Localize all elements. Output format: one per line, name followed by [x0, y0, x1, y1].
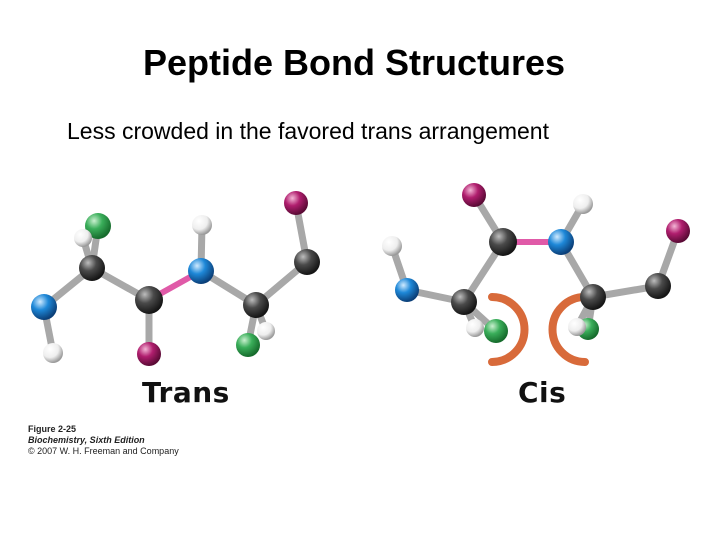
- figure-caption: [28, 424, 179, 457]
- carbon-atom: [451, 289, 477, 315]
- trans-molecule: [31, 191, 320, 366]
- hydrogen-atom: [466, 319, 484, 337]
- oxygen-atom: [666, 219, 690, 243]
- oxygen-atom: [462, 183, 486, 207]
- carbon-atom: [79, 255, 105, 281]
- copyright-notice: © 2007 W. H. Freeman and Company: [28, 446, 179, 456]
- hydrogen-atom: [74, 229, 92, 247]
- book-title: Biochemistry, Sixth Edition: [28, 435, 145, 445]
- carbon-atom: [580, 284, 606, 310]
- nitrogen-atom: [548, 229, 574, 255]
- oxygen-atom: [137, 342, 161, 366]
- hydrogen-atom: [382, 236, 402, 256]
- slide-subtitle: Less crowded in the favored trans arrangement: [67, 118, 549, 144]
- oxygen-atom: [284, 191, 308, 215]
- carbon-atom: [294, 249, 320, 275]
- slide-title: Peptide Bond Structures: [142, 42, 566, 83]
- hydrogen-atom: [192, 215, 212, 235]
- figure-number: Figure 2-25: [28, 424, 77, 434]
- r-group-atom: [484, 319, 508, 343]
- cis-label: Cis: [518, 376, 567, 409]
- nitrogen-atom: [395, 278, 419, 302]
- r-group-atom: [236, 333, 260, 357]
- trans-label: Trans: [142, 376, 230, 409]
- hydrogen-atom: [568, 318, 586, 336]
- hydrogen-atom: [43, 343, 63, 363]
- hydrogen-atom: [257, 322, 275, 340]
- hydrogen-atom: [573, 194, 593, 214]
- carbon-atom: [489, 228, 517, 256]
- carbon-atom: [243, 292, 269, 318]
- cis-molecule: [382, 183, 690, 362]
- carbon-atom: [135, 286, 163, 314]
- nitrogen-atom: [31, 294, 57, 320]
- nitrogen-atom: [188, 258, 214, 284]
- carbon-atom: [645, 273, 671, 299]
